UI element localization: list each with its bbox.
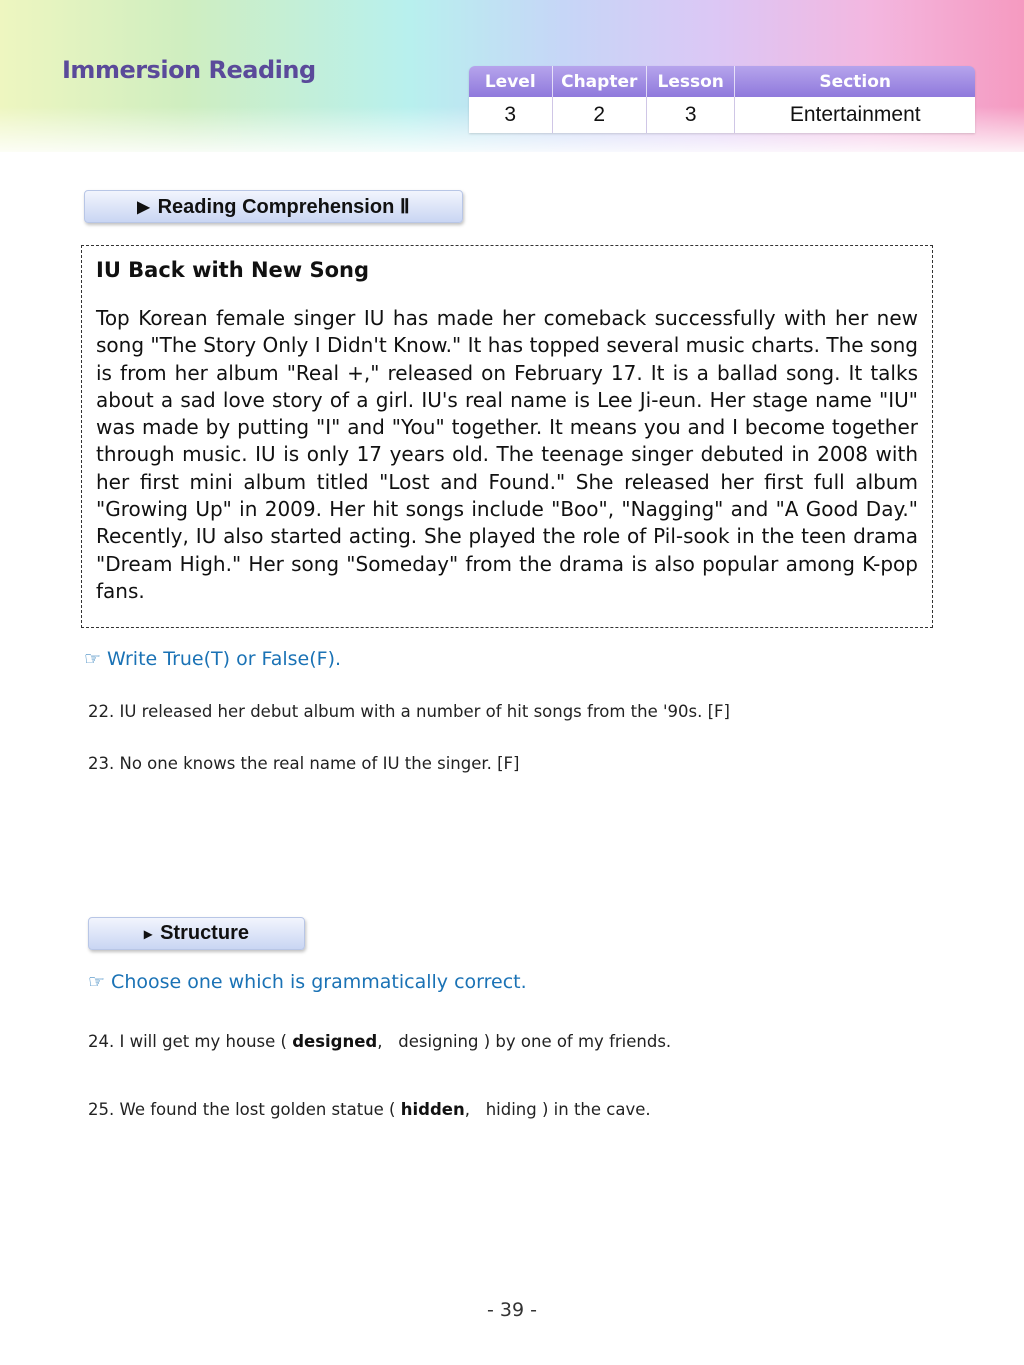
meta-value-row: [469, 97, 975, 133]
article-body: Top Korean female singer IU has made her comeback successfully with her new song "The Story Only I Didn't Know." It has topped several music charts. The song is from her album "Real +," released on February 17. It is a ballad song. It talks about a sad love story of a girl. IU's real name is Lee Ji-eun. Her stage name "IU" was made by putting "I" and "You" together. It means you and I become together through music. IU is only 17 years old. The teenage singer debuted in 2008 with her first mini album titled "Lost and Found." She released her first full album "Growing Up" in 2009. Her hit songs include "Boo", "Nagging" and "A Good Day." Recently, IU also started acting. She played the role of Pil-sook in the teen drama "Dream High." Her song "Someday" from the drama is also popular among K-pop fans.: [96, 306, 918, 603]
question-25-prefix: 25. We found the lost golden statue (: [88, 1100, 401, 1119]
triangle-icon: ▶: [137, 198, 150, 216]
meta-label-level: Level: [484, 71, 536, 92]
meta-value-lesson: 3: [646, 97, 734, 133]
question-24: [88, 1032, 671, 1051]
meta-label-lesson: Lesson: [646, 66, 734, 97]
page-number: - 39 -: [487, 1299, 537, 1321]
small-triangle-icon: ▸: [144, 925, 153, 943]
question-24-answer: designed: [292, 1032, 378, 1051]
meta-label-chapter: Chapter: [552, 66, 646, 97]
pointing-hand-icon: ☞: [84, 648, 102, 670]
meta-value-level: 3: [504, 103, 517, 126]
lesson-meta-table: [469, 66, 975, 133]
reading-comprehension-heading: [84, 190, 463, 223]
meta-value-chapter: 2: [552, 97, 646, 133]
true-false-instruction: [84, 648, 341, 670]
pointing-hand-icon: ☞: [88, 971, 106, 993]
question-25-answer: hidden: [400, 1100, 465, 1119]
grammar-instruction-text: Choose one which is grammatically correct.: [111, 971, 527, 993]
article-title: IU Back with New Song: [96, 258, 370, 282]
structure-heading: [88, 917, 305, 950]
question-25: [88, 1100, 651, 1119]
reading-heading-label: Reading Comprehension Ⅱ: [157, 196, 410, 218]
question-23: 23. No one knows the real name of IU the singer. [F]: [88, 754, 520, 773]
grammar-instruction: [88, 971, 527, 993]
article-box: [81, 245, 933, 628]
question-25-rest: , hiding ) in the cave.: [464, 1100, 651, 1119]
meta-header-row: [469, 66, 975, 97]
page-header: [0, 0, 1024, 152]
meta-label-section: Section: [734, 66, 975, 97]
question-24-prefix: 24. I will get my house (: [88, 1032, 293, 1051]
meta-value-section: Entertainment: [734, 97, 975, 133]
question-22: 22. IU released her debut album with a number of hit songs from the '90s. [F]: [88, 702, 730, 721]
structure-heading-label: Structure: [160, 922, 249, 944]
question-24-rest: , designing ) by one of my friends.: [377, 1032, 672, 1051]
true-false-instruction-text: Write True(T) or False(F).: [107, 648, 342, 670]
app-title: Immersion Reading: [62, 56, 316, 84]
